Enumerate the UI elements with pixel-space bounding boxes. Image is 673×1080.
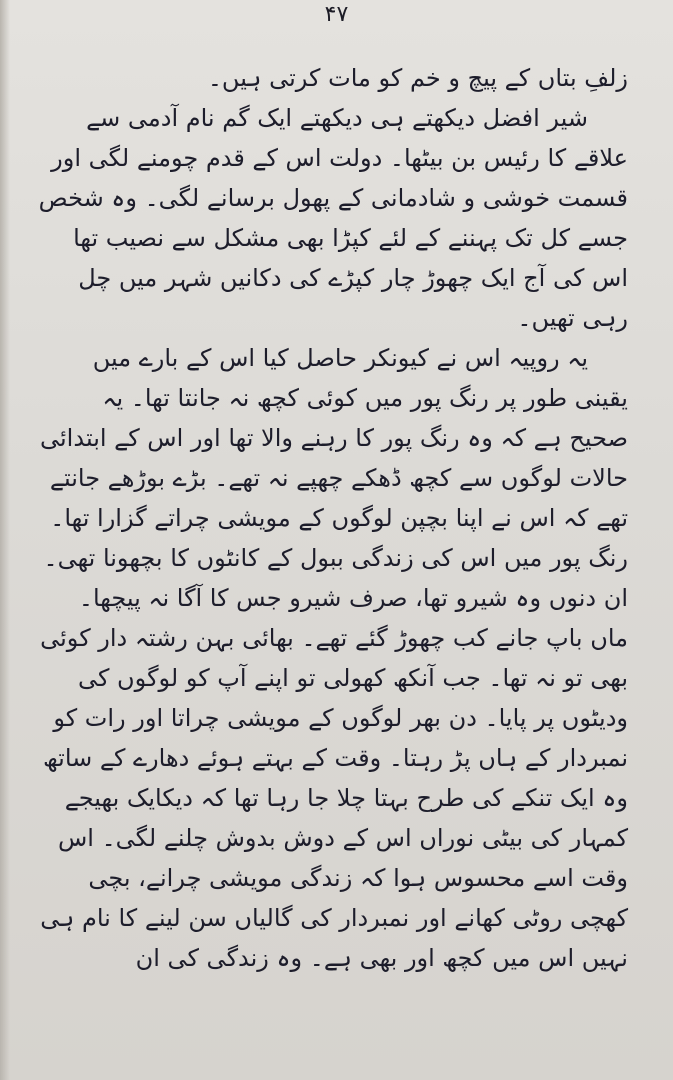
paragraph-1: زلفِ بتاں کے پیچ و خم کو مات کرتی ہیں۔ (207, 64, 628, 92)
page-number: ۴۷ (324, 2, 349, 27)
paragraph-3: یہ روپیہ اس نے کیونکر حاصل کیا اس کے بارے میں یقینی طور پر رنگ پور میں کوئی کچھ نہ جانتا تھا۔ یہ صحیح ہے کہ وہ رنگ پور کا رہنے والا تھا اور اس کے ابتدائی حالات لوگوں سے کچھ ڈھکے چھپے نہ تھے۔ بڑے بوڑھے جانتے تھے کہ اس نے اپنا بچپن لوگوں کے مویشی چراتے گزارا تھا۔ رنگ پور میں اس کی زندگی ببول کے کانٹوں کا بچھونا تھی۔ ان دنوں وہ شیرو تھا، صرف شیرو جس کا آگا نہ پیچھا۔ (40, 344, 628, 612)
page-body-text (38, 58, 628, 978)
paragraph-2: شیر افضل دیکھتے ہی دیکھتے ایک گم نام آدمی سے علاقے کا رئیس بن بیٹھا۔ دولت اس کے قدم چومنے لگی اور قسمت خوشی و شادمانی کے پھول برسانے لگی۔ وہ شخص جسے کل تک پہننے کے لئے کپڑا بھی مشکل سے نصیب تھا اس کی آج ایک چھوڑ چار کپڑے کی دکانیں شہر میں چل رہی تھیں۔ (38, 104, 628, 332)
paragraph-4: ماں باپ جانے کب چھوڑ گئے تھے۔ بھائی بہن رشتہ دار کوئی بھی تو نہ تھا۔ جب آنکھ کھولی تو اپنے آپ کو لوگوں کی ودیٹوں پر پایا۔ دن بھر لوگوں کے مویشی چراتا اور رات کو نمبردار کے ہاں پڑ رہتا۔ وقت کے بہتے ہوئے دھارے کے ساتھ وہ ایک تنکے کی طرح بہتا چلا جا رہا تھا کہ دیکایک بھیجے کمہار کی بیٹی نوراں اس کے دوش بدوش چلنے لگی۔ اس وقت اسے محسوس ہوا کہ زندگی مویشی چرانے، بچی کھچی روٹی کھانے اور نمبردار کی گالیاں سن لینے کا نام ہی نہیں اس میں کچھ اور بھی ہے۔ وہ زندگی کی ان (40, 624, 628, 972)
page-binding-shadow (0, 0, 10, 1080)
